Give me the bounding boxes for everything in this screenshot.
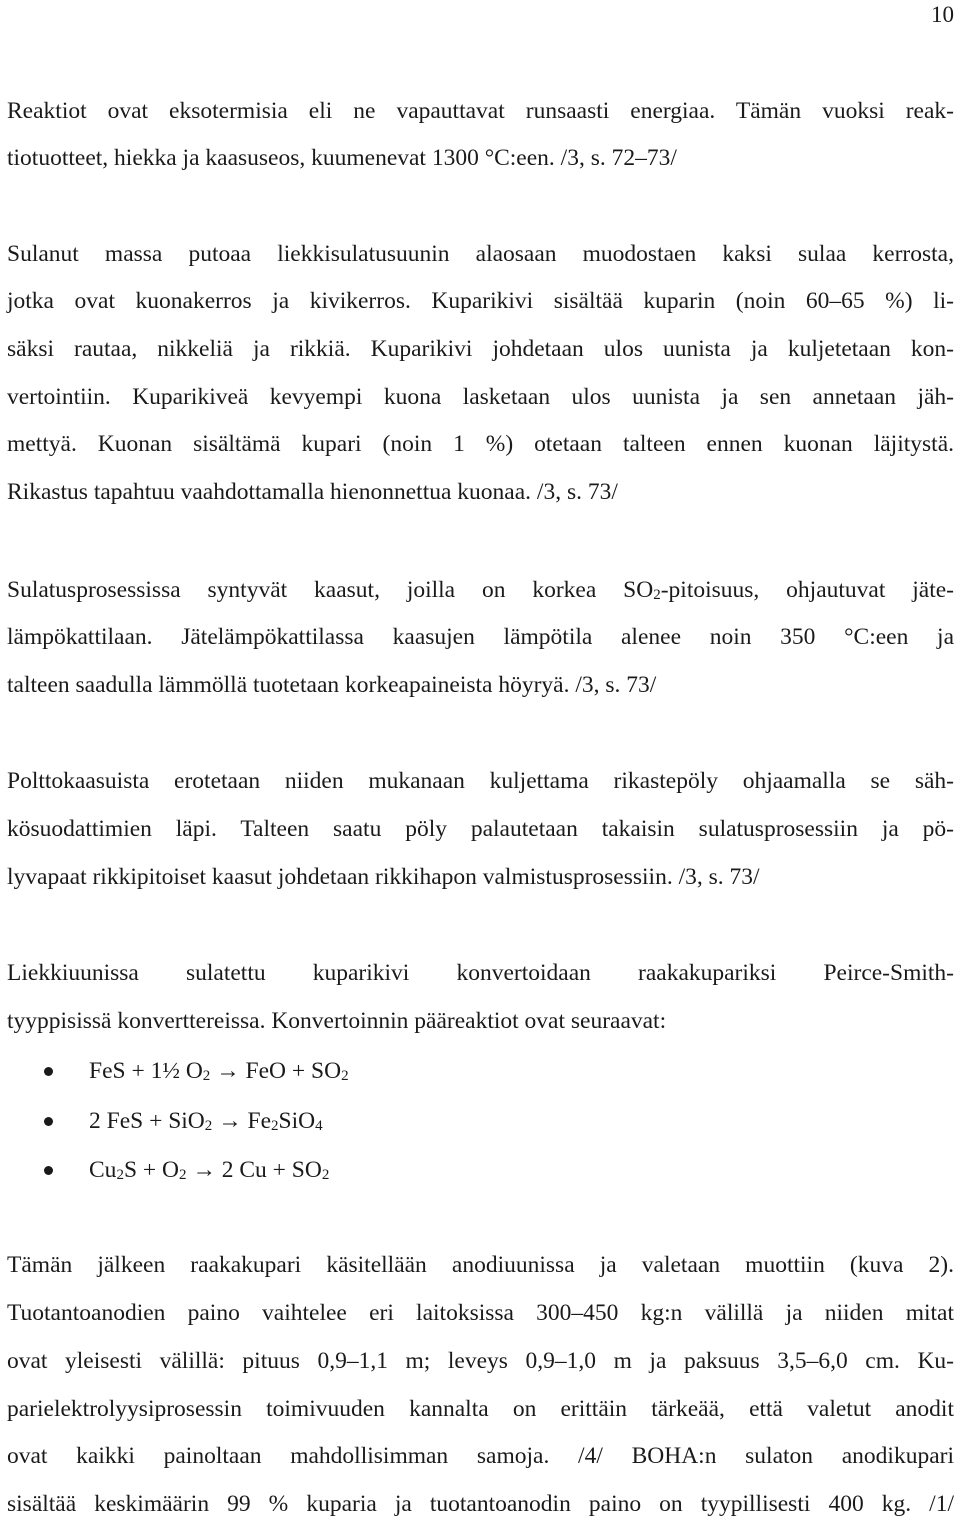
paragraph-4-line-1: Polttokaasuista erotetaan niiden mukanaan kuljettama rikastepöly ohjaamalla se säh- [7, 768, 954, 794]
paragraph-6-line-1: Tämän jälkeen raakakupari käsitellään anodiuunissa ja valetaan muottiin (kuva 2). [7, 1252, 954, 1278]
page-number: 10 [931, 2, 954, 27]
reaction-part: 2 FeS + SiO [89, 1108, 205, 1134]
paragraph-3-line-1-part-2: -pitoisuus, ohjautuvat jäte- [660, 577, 954, 603]
paragraph-3-line-1 [7, 575, 954, 605]
paragraph-2-line-6: Rikastus tapahtuu vaahdottamalla hienonnettua kuonaa. /3, s. 73/ [7, 479, 618, 505]
reaction-part: → Fe [212, 1108, 272, 1134]
reaction-part: FeS + 1½ O [89, 1058, 203, 1084]
bullet-icon [44, 1067, 53, 1076]
reaction-part: → FeO + SO [210, 1058, 342, 1084]
paragraph-2-line-3: säksi rautaa, nikkeliä ja rikkiä. Kuparikivi johdetaan ulos uunista ja kuljetetaan kon- [7, 336, 954, 362]
so2-subscript: 2 [653, 587, 661, 603]
reaction-subscript: 2 [178, 1167, 187, 1183]
paragraph-6-line-2: Tuotantoanodien paino vaihtelee eri laitoksissa 300–450 kg:n välillä ja niiden mitat [7, 1300, 954, 1326]
bullet-icon [44, 1117, 53, 1126]
reaction-subscript: 2 [321, 1167, 330, 1183]
paragraph-6-line-5: ovat kaikki painoltaan mahdollisimman samoja. /4/ BOHA:n sulaton anodikupari [7, 1443, 954, 1469]
paragraph-4-line-3: lyvapaat rikkipitoiset kaasut johdetaan rikkihapon valmistusprosessiin. /3, s. 73/ [7, 864, 760, 890]
reaction-3-formula [89, 1155, 329, 1185]
paragraph-2-line-5: mettyä. Kuonan sisältämä kupari (noin 1 %) otetaan talteen ennen kuonan läjitystä. [7, 431, 954, 457]
paragraph-3-line-2: lämpökattilaan. Jätelämpökattilassa kaasujen lämpötila alenee noin 350 °C:een ja [7, 624, 954, 650]
paragraph-2-line-1: Sulanut massa putoaa liekkisulatusuunin alaosaan muodostaen kaksi sulaa kerrosta, [7, 241, 954, 267]
paragraph-2-line-4: vertointiin. Kuparikiveä kevyempi kuona lasketaan ulos uunista ja sen annetaan jäh- [7, 384, 954, 410]
paragraph-2-line-2: jotka ovat kuonakerros ja kivikerros. Kuparikivi sisältää kuparin (noin 60–65 %) li- [7, 288, 954, 314]
paragraph-6-line-6: sisältää keskimäärin 99 % kuparia ja tuotantoanodin paino on tyypillisesti 400 kg. /1/ [7, 1491, 954, 1517]
paragraph-1-line-1: Reaktiot ovat eksotermisia eli ne vapauttavat runsaasti energiaa. Tämän vuoksi reak- [7, 98, 954, 124]
paragraph-3-line-3: talteen saadulla lämmöllä tuotetaan korkeapaineista höyryä. /3, s. 73/ [7, 672, 657, 698]
paragraph-6-line-4: parielektrolyysiprosessin toimivuuden kannalta on erittäin tärkeää, että valetut anodit [7, 1396, 954, 1422]
reaction-1-formula [89, 1056, 349, 1086]
paragraph-6-line-3: ovat yleisesti välillä: pituus 0,9–1,1 m; leveys 0,9–1,0 m ja paksuus 3,5–6,0 cm. Ku- [7, 1348, 954, 1374]
paragraph-4-line-2: kösuodattimien läpi. Talteen saatu pöly palautetaan takaisin sulatusprosessiin ja pö- [7, 816, 954, 842]
paragraph-5-line-1: Liekkiuunissa sulatettu kuparikivi konvertoidaan raakakupariksi Peirce-Smith- [7, 960, 954, 986]
reaction-subscript: 2 [116, 1167, 124, 1183]
reaction-subscript: 2 [271, 1118, 279, 1134]
reaction-part: Cu [89, 1157, 117, 1183]
reaction-subscript: 2 [341, 1068, 349, 1084]
reaction-2-formula [89, 1106, 323, 1136]
paragraph-1-line-2: tiotuotteet, hiekka ja kaasuseos, kuumenevat 1300 °C:een. /3, s. 72–73/ [7, 145, 677, 171]
reaction-part: SiO [278, 1108, 316, 1134]
reaction-subscript: 2 [204, 1118, 213, 1134]
paragraph-5-line-2: tyyppisissä konverttereissa. Konvertoinnin pääreaktiot ovat seuraavat: [7, 1008, 667, 1034]
reaction-part: S + O [123, 1157, 179, 1183]
bullet-icon [44, 1166, 53, 1175]
paragraph-3-line-1-part-1: Sulatusprosessissa syntyvät kaasut, joilla on korkea SO [7, 577, 654, 603]
reaction-subscript: 2 [202, 1068, 211, 1084]
reaction-subscript: 4 [315, 1118, 323, 1134]
reaction-part: → 2 Cu + SO [186, 1157, 322, 1183]
